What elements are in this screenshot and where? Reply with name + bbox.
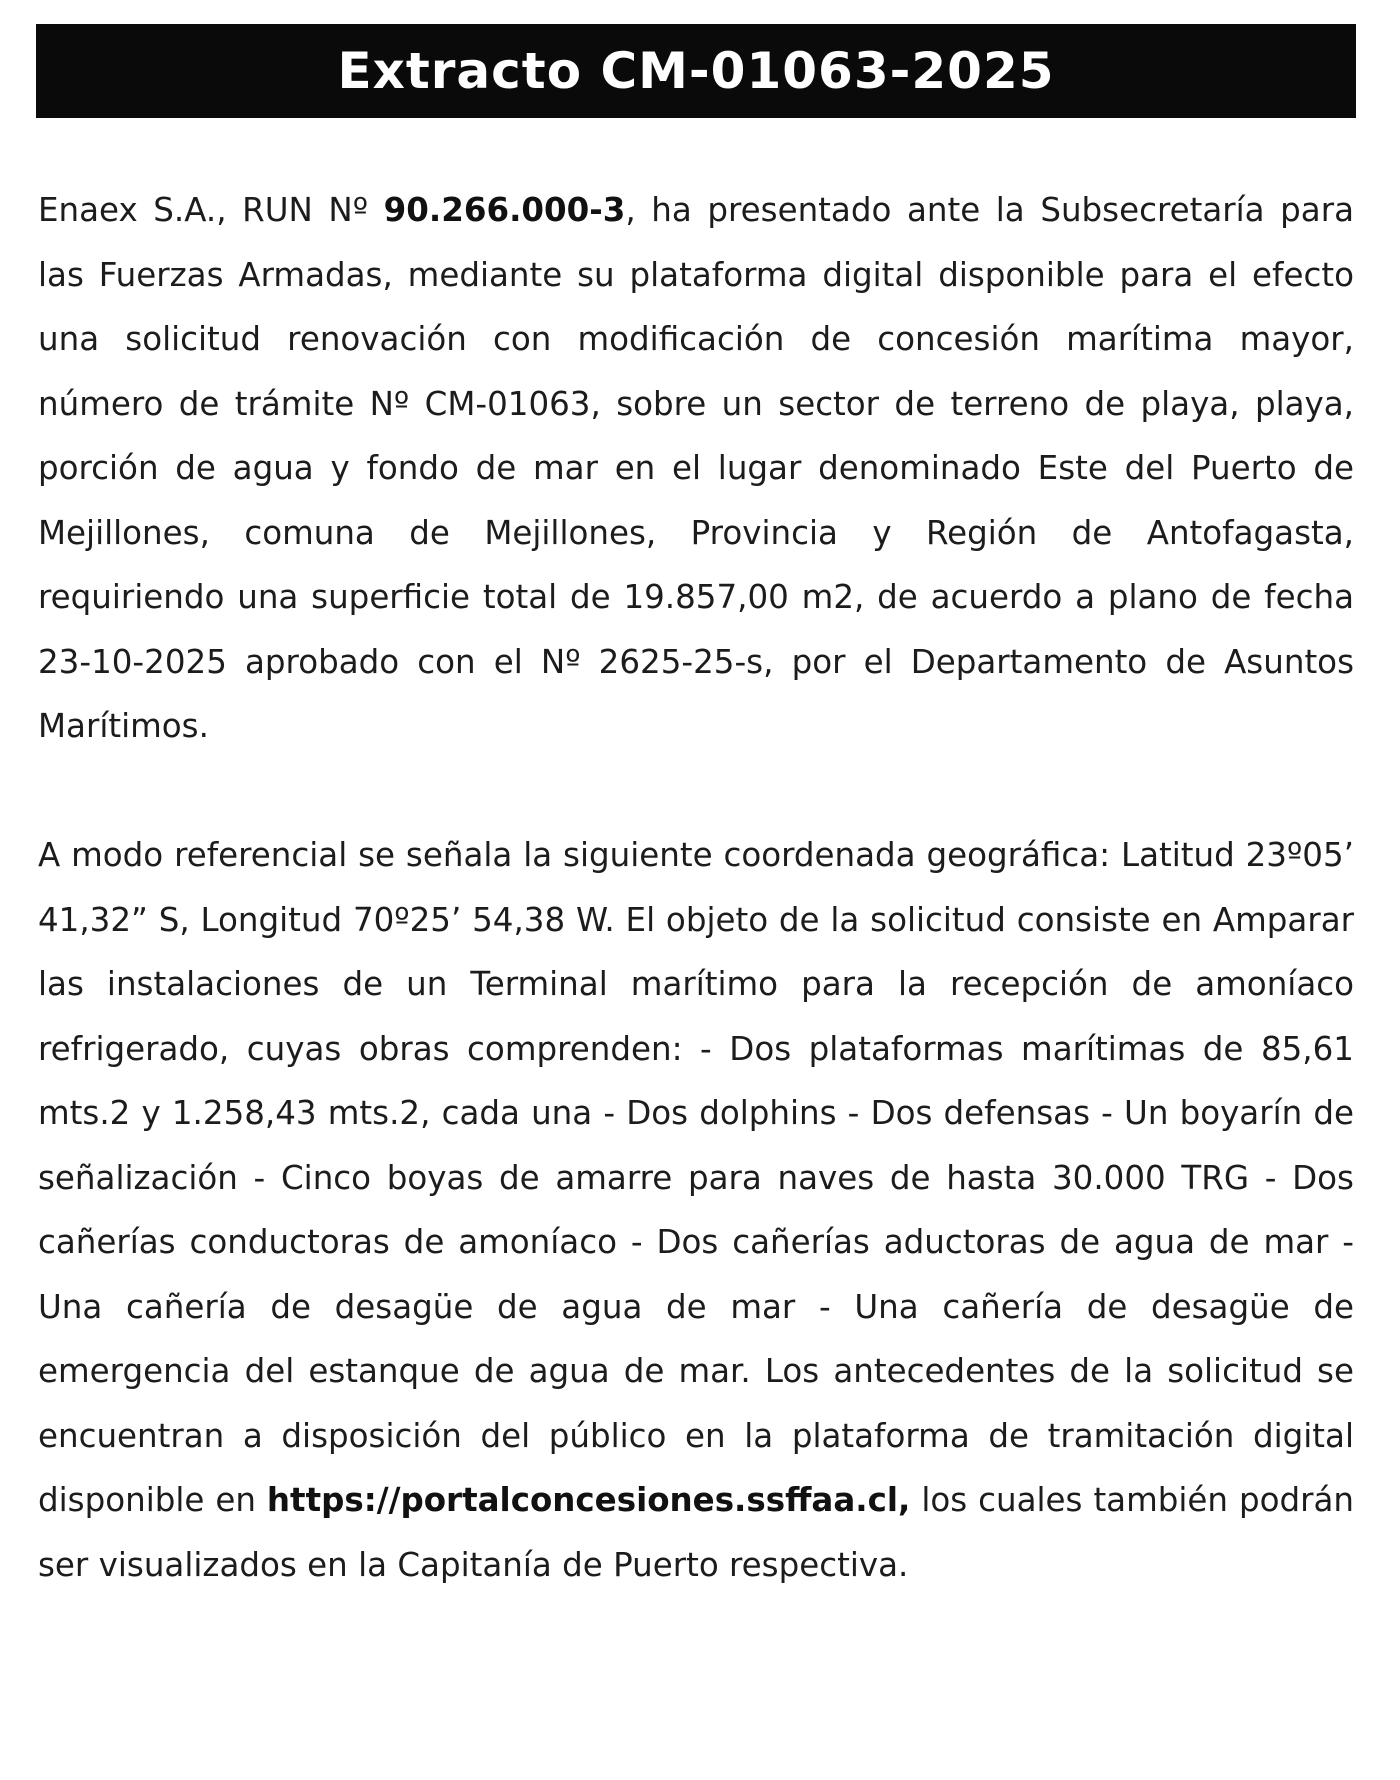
paragraph-solicitud (38, 178, 1354, 759)
paragraph-1-body: , ha presentado ante la Subsecretaría para las Fuerzas Armadas, mediante su plataforma digital disponible para el efecto una solicitud renovación con modificación de concesión marítima mayor, número de trámite Nº CM-01063, sobre un sector de terreno de playa, playa, porción de agua y fondo de mar en el lugar denominado Este del Puerto de Mejillones, comuna de Mejillones, Provincia y Región de Antofagasta, requiriendo una superficie total de 19.857,00 m2, de acuerdo a plano de fecha 23-10-2025 aprobado con el Nº 2625-25-s, por el Departamento de Asuntos Marítimos. (38, 191, 1354, 745)
portal-link[interactable]: https://portalconcesiones.ssffaa.cl, (266, 1481, 911, 1519)
paragraph-1-intro: Enaex S.A., RUN Nº (38, 191, 384, 229)
paragraph-2-closing: los cuales también podrán ser visualizados en la Capitanía de Puerto respectiva. (38, 1481, 1354, 1584)
document-title: Extracto CM-01063-2025 (337, 42, 1055, 100)
paragraph-coordenadas-obras (38, 823, 1354, 1597)
title-banner (36, 24, 1356, 118)
paragraph-2-body: A modo referencial se señala la siguiente coordenada geográfica: Latitud 23º05’ 41,32” S, Longitud 70º25’ 54,38 W. El objeto de la solicitud consiste en Amparar las instalaciones de un Terminal marítimo para la recepción de amoníaco refrigerado, cuyas obras comprenden: - Dos plataformas marítimas de 85,61 mts.2 y 1.258,43 mts.2, cada una - Dos dolphins - Dos defensas - Un boyarín de señalización - Cinco boyas de amarre para naves de hasta 30.000 TRG - Dos cañerías conductoras de amoníaco - Dos cañerías aductoras de agua de mar - Una cañería de desagüe de agua de mar - Una cañería de desagüe de emergencia del estanque de agua de mar. Los antecedentes de la solicitud se encuentran a disposición del público en la plataforma de tramitación digital disponible en (38, 836, 1354, 1519)
run-number: 90.266.000-3 (383, 191, 626, 229)
